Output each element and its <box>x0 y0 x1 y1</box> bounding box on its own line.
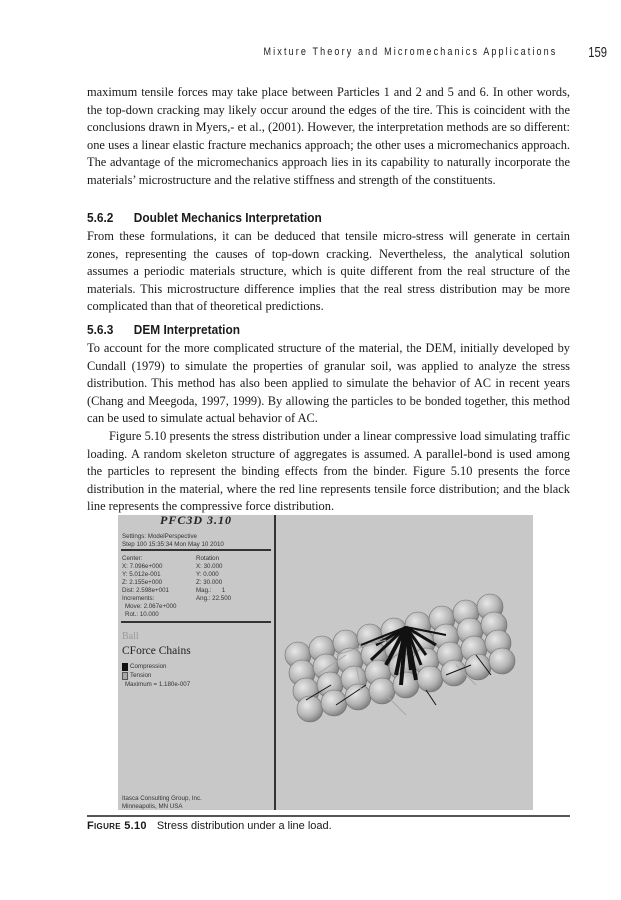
intro-paragraph: maximum tensile forces may take place between Particles 1 and 2 and 5 and 6. In other words, the top-down cracking may likely occur around the edges of the tire. This is coincident with the conclusions drawn in Myers,- et al., (2001). However, the interpretation methods are so different: one uses a linear elastic fracture mechanics approach; the other uses a micromechanics approach. The advantage of the micromechanics approach lies in its capability to naturally incorporate the materials’ microstructure and the relative stiffness and strength of the constituents. <box>87 85 570 187</box>
rotation-label: Rotation <box>196 555 220 562</box>
particle-ball <box>297 696 323 722</box>
company: Itasca Consulting Group, Inc. <box>122 795 202 802</box>
center-y: Y: 5.012e-001 <box>122 571 161 578</box>
center-x: X: 7.096e+000 <box>122 563 163 570</box>
particle-ball <box>321 690 347 716</box>
section-heading-5-6-3 <box>87 322 240 337</box>
body-paragraph: From these formulations, it can be deduced that tensile micro-stress will generate in certain zones, representing the causes of top-down cracking. Nevertheless, the analytical solution assumes a periodic materials structure, which is quite different from the real structure of the materials. This microstructure difference implies that the real stress distribution may be more complicated than that of theoretical predictions. <box>87 229 570 314</box>
maximum: Maximum = 1.180e-007 <box>125 681 191 688</box>
legend-compression: Compression <box>130 663 167 670</box>
section-5-6-2-body <box>87 228 570 316</box>
mag: Mag.: 1 <box>196 587 226 594</box>
software-title: PFC3D 3.10 <box>159 513 232 527</box>
rotation-y: Y: 0.000 <box>196 571 219 578</box>
tension-swatch <box>122 672 128 680</box>
caption-text: Stress distribution under a line load. <box>156 820 332 832</box>
body-paragraph: To account for the more complicated structure of the material, the DEM, initially developed by Cundall (1979) to simulate the properties of granular soil, was applied to analyze the stress distribution. This method has also been applied to simulate the behavior of AC in recent years (Chang and Meegoda, 1997, 1999). By allowing the particles to be bonded together, this method can be used to simulate actual behavior of AC. <box>87 341 570 426</box>
section-heading-5-6-2 <box>87 210 322 225</box>
page-number: 159 <box>588 44 607 61</box>
increments-label: Increments: <box>122 595 155 602</box>
running-head <box>0 44 621 64</box>
caption-rule <box>87 815 570 817</box>
particle-render <box>276 515 533 810</box>
rotation-x: X: 30.000 <box>196 563 223 570</box>
particle-ball <box>441 660 467 686</box>
center-label: Center: <box>122 555 143 562</box>
section-number: 5.6.3 <box>87 322 114 337</box>
legend-force-chains: CForce Chains <box>122 645 191 657</box>
ang: Ang.: 22.500 <box>196 595 232 602</box>
move: Move: 2.067e+000 <box>125 603 177 610</box>
step-text: Step 100 15:35:34 Mon May 10 2010 <box>122 541 224 548</box>
caption-label: Figure 5.10 <box>87 820 147 832</box>
legend-tension: Tension <box>130 672 152 679</box>
particle-ball <box>417 666 443 692</box>
section-title: DEM Interpretation <box>133 322 240 337</box>
rot: Rot.: 10.000 <box>125 611 159 618</box>
compression-swatch <box>122 663 128 671</box>
section-title: Doublet Mechanics Interpretation <box>133 210 322 225</box>
separator <box>121 621 271 623</box>
figure-info-panel <box>118 515 274 810</box>
figure-caption <box>87 820 332 832</box>
section-5-6-3-body <box>87 340 570 516</box>
location: Minneapolis, MN USA <box>122 803 183 810</box>
rotation-z: Z: 30.000 <box>196 579 223 586</box>
figure-5-10 <box>118 515 533 810</box>
dist: Dist: 2.598e+001 <box>122 587 169 594</box>
running-head-title: Mixture Theory and Micromechanics Applications <box>263 46 557 58</box>
section-number: 5.6.2 <box>87 210 114 225</box>
particle-ball <box>489 648 515 674</box>
body-paragraph: Figure 5.10 presents the stress distribution under a linear compressive load simulating traffic loading. A random skeleton structure of aggregates is assumed. A parallel-bond is used among the particles to represent the binding effects from the binder. Figure 5.10 presents the force distribution in the material, where the red line represents tensile force distribution; and the black line represents the compressive force distribution. <box>87 428 570 514</box>
legend-ball: Ball <box>122 631 139 642</box>
tension-chain <box>386 695 406 715</box>
separator <box>121 549 271 551</box>
settings-text: Settings: ModelPerspective <box>122 533 197 540</box>
intro-paragraph-block <box>87 84 570 190</box>
center-z: Z: 2.155e+000 <box>122 579 163 586</box>
